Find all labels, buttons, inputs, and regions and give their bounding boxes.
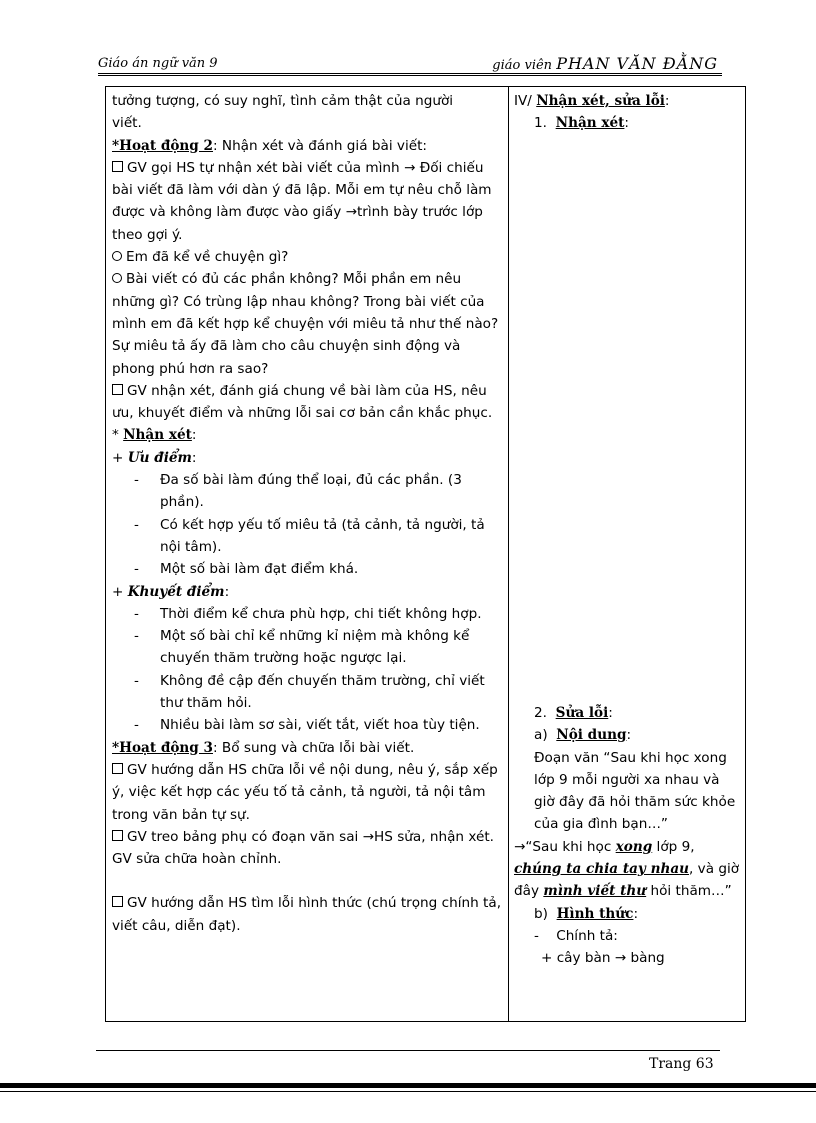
section-iv-heading (514, 90, 741, 112)
strengths-heading (112, 447, 504, 469)
strengths-title: Ưu điểm (127, 449, 192, 466)
checkbox-icon (112, 830, 123, 841)
weakness-item: - Không đề cập đến chuyến thăm trường, chỉ viết thư thăm hỏi. (112, 670, 504, 715)
paragraph-self-review-text: GV gọi HS tự nhận xét bài viết của mình → Đối chiếu bài viết đã làm với dàn ý đã lập. Mỗi em tự nêu chỗ làm được và không làm được vào giấy →trình bày trước lớp theo gợi ý. (112, 159, 492, 243)
corrections-heading (514, 702, 740, 724)
checkbox-icon (112, 896, 123, 907)
form-letter: b) (534, 905, 548, 922)
paragraph-teacher-review-text: GV nhận xét, đánh giá chung về bài làm của HS, nêu ưu, khuyết điểm và những lỗi sai cơ bản cần khắc phục. (112, 382, 493, 422)
dash-bullet: - (534, 927, 539, 944)
page-number: Trang 63 (649, 1056, 714, 1072)
paragraph-form-fix (112, 892, 504, 937)
paragraph-content-fix-text: GV hướng dẫn HS chữa lỗi về nội dung, nêu ý, sắp xếp ý, việc kết hợp các yếu tố tả cảnh, tả người, tả nội tâm trong văn bản tự sự. (112, 761, 498, 823)
remarks-colon: : (191, 427, 197, 444)
corrected-part: →“Sau khi học (514, 838, 616, 855)
paragraph-board-text: GV treo bảng phụ có đoạn văn sai →HS sửa, nhận xét. GV sửa chữa hoàn chỉnh. (112, 828, 494, 868)
strengths-colon: : (191, 449, 197, 466)
header-teacher-prefix: giáo viên (492, 58, 553, 73)
checkbox-icon (112, 161, 123, 172)
remarks-title: Nhận xét (123, 427, 192, 444)
spelling-label-text: Chính tả: (556, 927, 618, 944)
content-title: Nội dung (556, 727, 627, 744)
corrections-title: Sửa lỗi (555, 705, 609, 721)
paragraph-board (112, 826, 504, 871)
remarks-star: * (112, 427, 124, 444)
weaknesses-heading (112, 581, 504, 603)
question-story-text: Em đã kể về chuyện gì? (126, 249, 289, 266)
corrected-emphasis: mình viết thư (543, 883, 647, 900)
corrections-colon: : (608, 705, 613, 721)
corrections-section (514, 702, 740, 970)
activity-3-heading (112, 737, 504, 759)
bottom-border-thin (0, 1091, 816, 1092)
section-iv-colon: : (664, 93, 670, 109)
remarks-heading (112, 424, 504, 446)
content-subheading (514, 724, 740, 746)
weakness-item: - Một số bài chỉ kể những kỉ niệm mà không kể chuyến thăm trường hoặc ngược lại. (112, 625, 504, 670)
section-iv-title: Nhận xét, sửa lỗi (536, 93, 665, 109)
corrected-emphasis: xong (615, 838, 653, 855)
corrected-paragraph (514, 836, 740, 903)
corrected-part: hỏi thăm…” (646, 883, 732, 900)
remarks-subcolon: : (624, 115, 629, 132)
spelling-item: + cây bàn → bàng (541, 950, 665, 967)
section-iv-prefix: IV/ (514, 93, 537, 109)
strength-item: - Một số bài làm đạt điểm khá. (112, 558, 504, 580)
content-colon: : (626, 727, 632, 744)
form-title: Hình thức (556, 905, 634, 922)
bottom-border-thick (0, 1083, 816, 1088)
paragraph-teacher-review (112, 380, 504, 425)
circle-bullet-icon (112, 251, 122, 261)
form-colon: : (633, 905, 639, 922)
weaknesses-title: Khuyết điểm (127, 583, 225, 600)
activity-2-text: : Nhận xét và đánh giá bài viết: (213, 137, 428, 154)
content-column (509, 87, 746, 1022)
header-subject: Giáo án ngữ văn 9 (98, 56, 218, 71)
lesson-table (105, 86, 746, 1022)
checkbox-icon (112, 763, 123, 774)
spelling-label (514, 925, 740, 947)
activity-2-heading (112, 135, 504, 157)
strength-item: - Có kết hợp yếu tố miêu tả (tả cảnh, tả người, tả nội tâm). (112, 514, 504, 559)
content-letter: a) (534, 727, 548, 744)
circle-bullet-icon (112, 273, 122, 283)
form-subheading (514, 903, 740, 925)
weaknesses-plus: + (112, 583, 128, 600)
original-paragraph: Đoạn văn “Sau khi học xong lớp 9 mỗi người xa nhau và giờ đây đã hỏi thăm sức khỏe của gia đình bạn…” (534, 749, 736, 833)
question-parts-text: Bài viết có đủ các phần không? Mỗi phần em nêu những gì? Có trùng lập nhau không? Trong bài viết của mình em đã kết hợp kể chuyện với miêu tả như thế nào? Sự miêu tả ấy đã làm cho câu chuyện sinh động và phong phú hơn ra sao? (112, 271, 499, 377)
header-rule (98, 73, 722, 76)
activity-3-title: *Hoạt động 3 (112, 739, 213, 756)
strengths-plus: + (112, 449, 128, 466)
intro-line-1: tưởng tượng, có suy nghĩ, tình cảm thật của người (112, 93, 454, 109)
remarks-subheading (514, 112, 741, 134)
page-header (98, 54, 718, 74)
header-teacher-name: PHAN VĂN ĐẰNG (556, 54, 718, 73)
corrected-part: , và giờ đây (514, 861, 740, 900)
activity-2-title: *Hoạt động 2 (112, 137, 213, 154)
corrected-emphasis: chúng ta chia tay nhau (514, 861, 690, 878)
checkbox-icon (112, 384, 123, 395)
spacer (112, 870, 504, 892)
paragraph-content-fix (112, 759, 504, 826)
weaknesses-colon: : (224, 583, 230, 600)
strength-item: - Đa số bài làm đúng thể loại, đủ các phần. (3 phần). (112, 469, 504, 514)
footer-rule (96, 1050, 720, 1051)
paragraph-form-fix-text: GV hướng dẫn HS tìm lỗi hình thức (chú trọng chính tả, viết câu, diễn đạt). (112, 895, 502, 934)
remarks-number: 1. (534, 115, 547, 132)
intro-line-2: viết. (112, 115, 142, 132)
corrections-number: 2. (534, 705, 547, 721)
header-teacher (492, 54, 718, 73)
paragraph-self-review (112, 157, 504, 246)
weakness-item: - Nhiều bài làm sơ sài, viết tắt, viết hoa tùy tiện. (112, 714, 504, 736)
question-story (112, 246, 504, 268)
corrected-part: lớp 9, (652, 838, 695, 855)
activity-3-text: : Bổ sung và chữa lỗi bài viết. (213, 739, 415, 756)
activities-column (106, 87, 509, 1022)
weakness-item: - Thời điểm kể chưa phù hợp, chi tiết không hợp. (112, 603, 504, 625)
remarks-subtitle: Nhận xét (555, 115, 625, 132)
question-parts (112, 268, 504, 379)
